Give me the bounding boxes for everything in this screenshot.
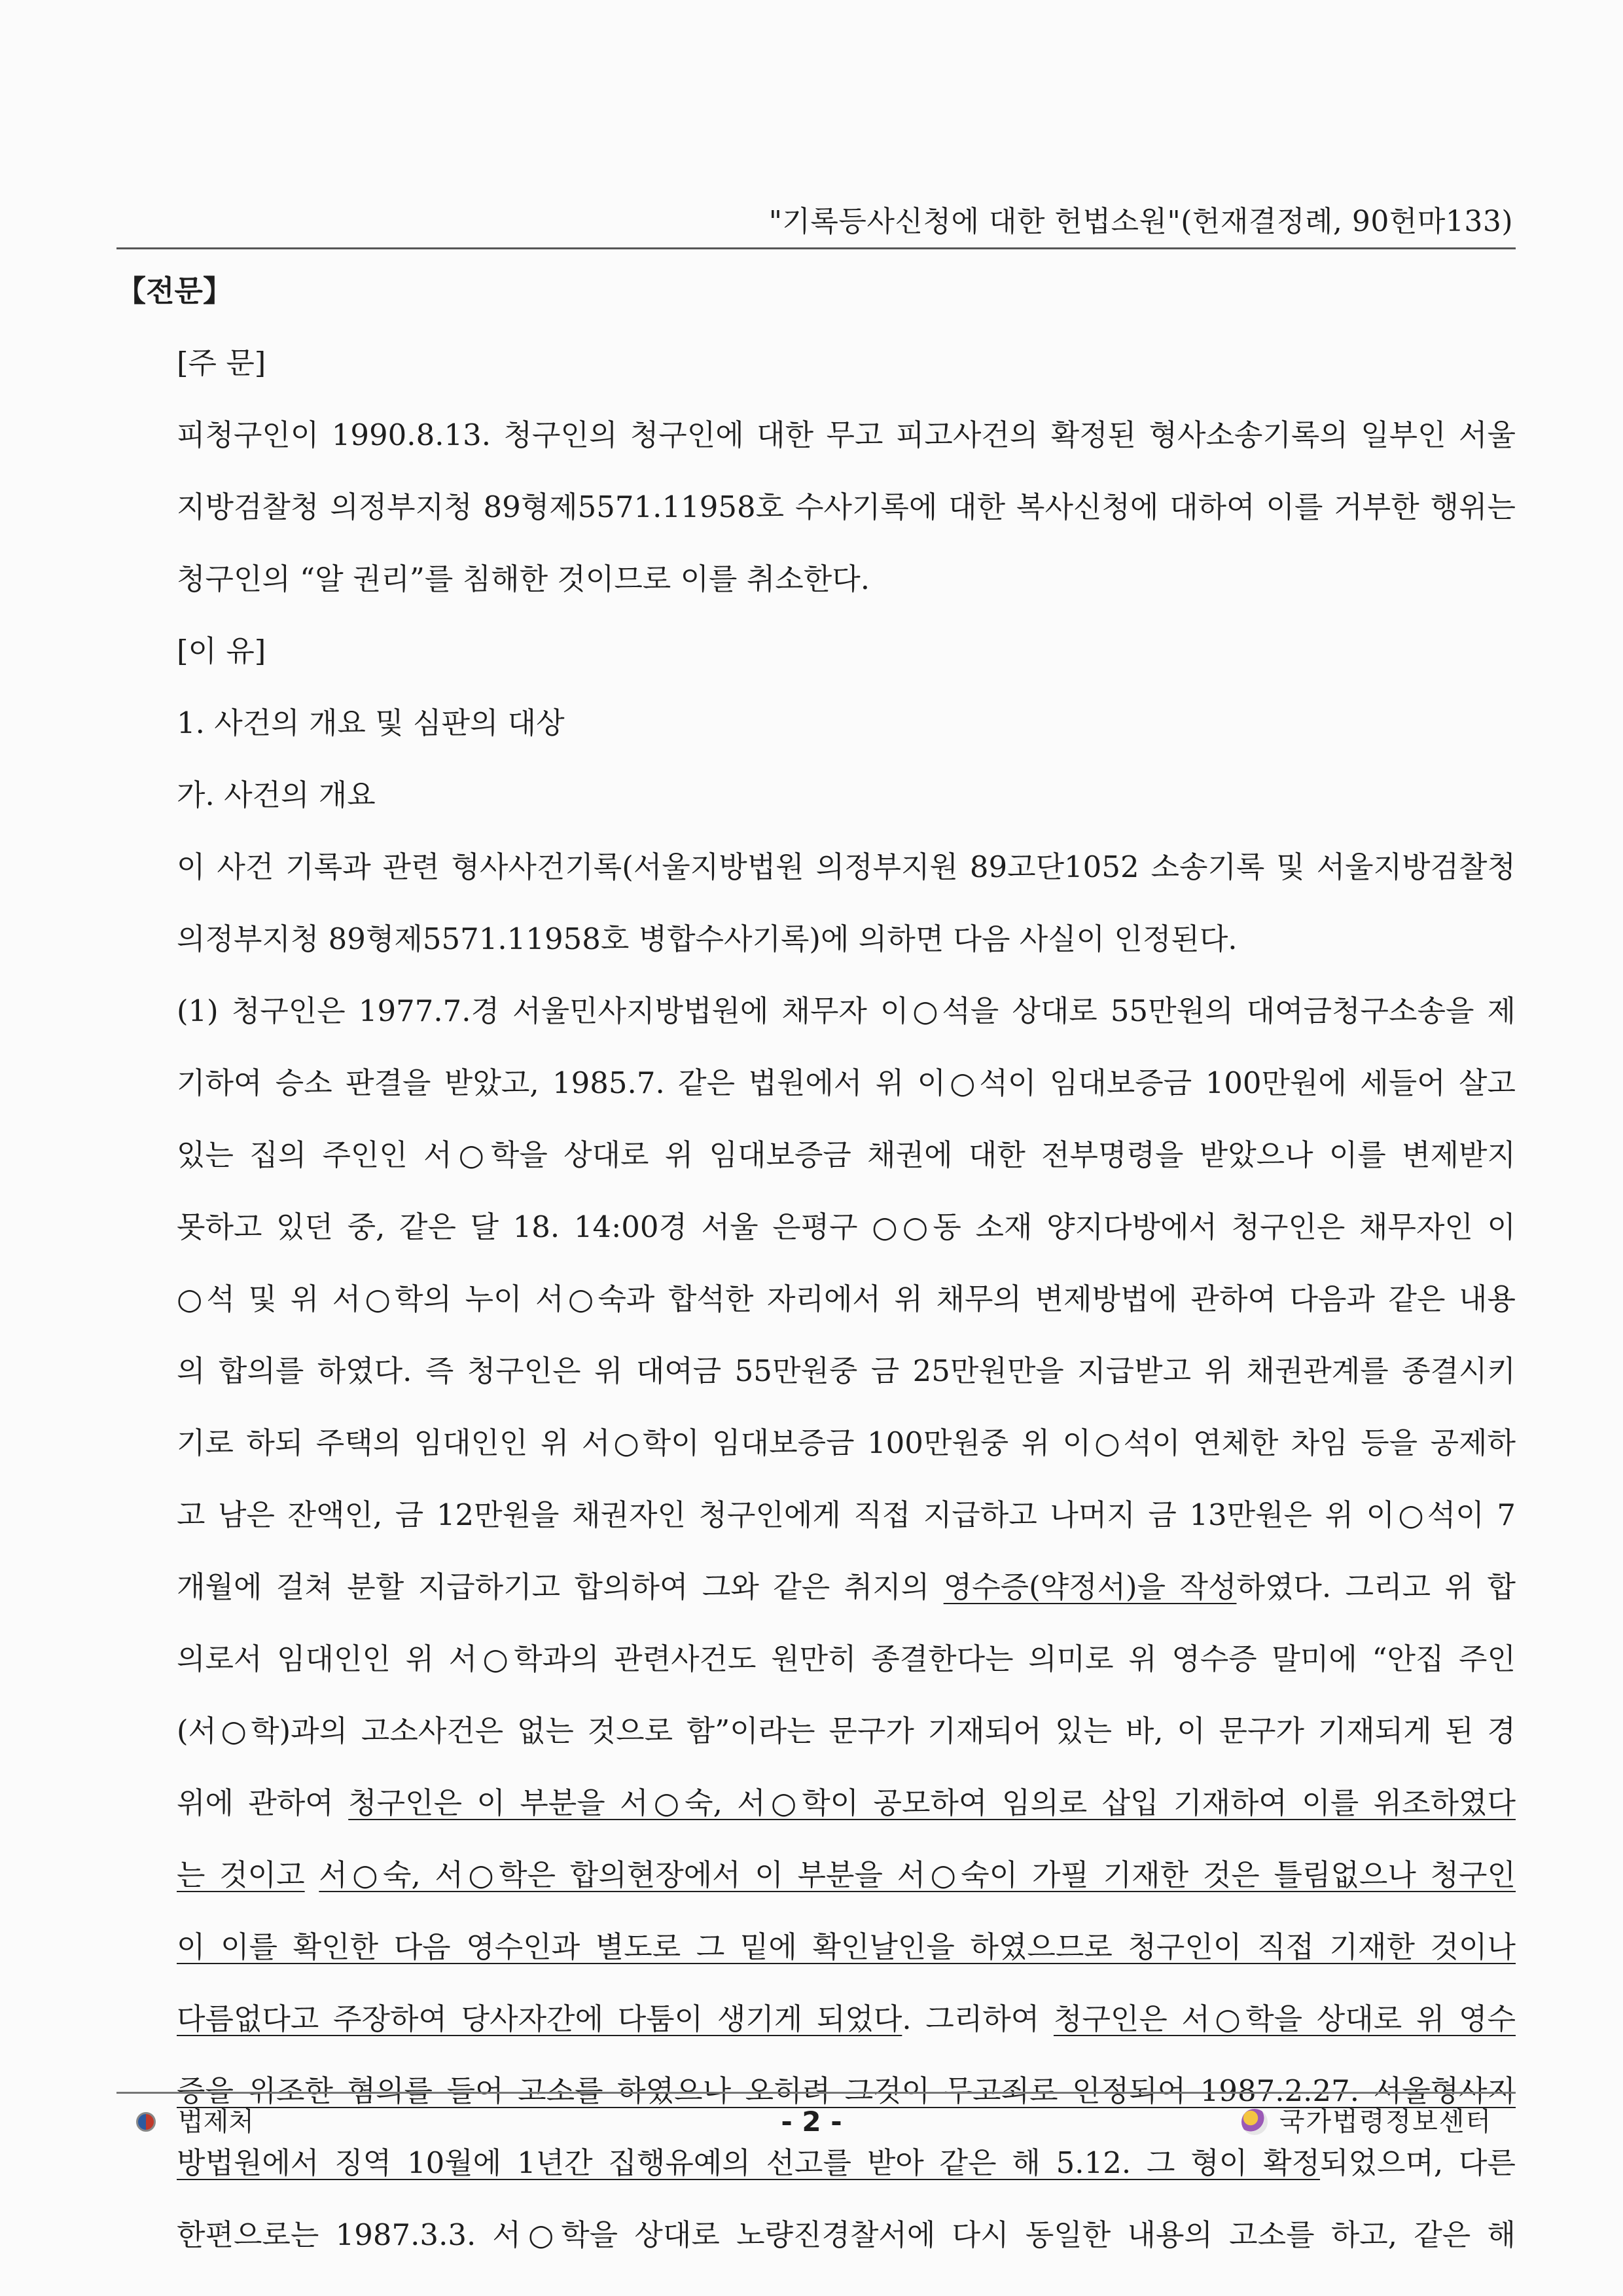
reason-subheading: 가. 사건의 개요: [177, 778, 376, 812]
order-line: 피청구인이 1990.8.13. 청구인의 청구인에 대한 무고 피고사건의 확정된 형사소송기록의 일부인 서울: [177, 418, 1516, 452]
reason-subheading: 1. 사건의 개요 및 심판의 대상: [177, 706, 565, 740]
body-line: 있는 집의 주인인 서○학을 상대로 위 임대보증금 채권에 대한 전부명령을 받았으나 이를 변제받지: [177, 1138, 1516, 1172]
body-text: 위에 관하여: [177, 1785, 349, 1820]
underlined-text: 청구인은 이 부분을 서○숙, 서○학이 공모하여 임의로 삽입 기재하여 이를 위조하였다: [348, 1785, 1516, 1820]
body-line: [177, 1839, 1516, 1911]
body-line: 못하고 있던 중, 같은 달 18. 14:00경 서울 은평구 ○○동 소재 양지다방에서 청구인은 채무자인 이: [177, 1210, 1516, 1244]
body-line-underlined: 이 이를 확인한 다음 영수인과 별도로 그 밑에 확인날인을 하였으므로 청구인이 직접 기재한 것이나: [177, 1929, 1516, 1964]
body-text: 하였다. 그리고 위 합: [1236, 1570, 1516, 1604]
body-line: (서○학)과의 고소사건은 없는 것으로 함”이라는 문구가 기재되어 있는 바, 이 문구가 기재되게 된 경: [177, 1713, 1516, 1748]
order-line: 지방검찰청 의정부지청 89형제5571.11958호 수사기록에 대한 복사신청에 대하여 이를 거부한 행위는: [177, 490, 1516, 524]
underlined-text: 영수증(약정서)을 작성: [943, 1570, 1237, 1604]
body-text: . 그리하여: [902, 2001, 1054, 2036]
underlined-text: 는 것이고: [177, 1857, 305, 1892]
body-line: [177, 1551, 1516, 1623]
intro-line: 의정부지청 89형제5571.11958호 병합수사기록)에 의하면 다음 사실이 인정된다.: [177, 922, 1238, 956]
section-label: 【전문】: [116, 274, 232, 308]
footer-center-name: 국가법령정보센터: [1279, 2107, 1492, 2137]
underlined-text: 다름없다고 주장하여 당사자간에 다툼이 생기게 되었다: [177, 2001, 902, 2036]
order-section: [177, 327, 1516, 2271]
underlined-text: 청구인은 서○학을 상대로 위 영수: [1053, 2001, 1516, 2036]
body-line: (1) 청구인은 1977.7.경 서울민사지방법원에 채무자 이○석을 상대로 55만원의 대여금청구소송을 제: [177, 994, 1516, 1028]
order-heading: [주 문]: [177, 346, 266, 380]
paragraph-1: [177, 975, 1516, 2271]
body-text: 개월에 걸쳐 분할 지급하기고 합의하여 그와 같은 취지의: [177, 1570, 944, 1604]
footer-right: [1241, 2102, 1492, 2142]
underlined-text: 방법원에서 징역 10월에 1년간 집행유예의 선고를 받아 같은 해 5.12. 그 형이 확정: [177, 2145, 1321, 2180]
body-line: 의로서 임대인인 위 서○학과의 관련사건도 원만히 종결한다는 의미로 위 영수증 말미에 “안집 주인: [177, 1641, 1516, 1676]
body-line: 한편으로는 1987.3.3. 서○학을 상대로 노량진경찰서에 다시 동일한 내용의 고소를 하고, 같은 해: [177, 2217, 1516, 2252]
header-title: "기록등사신청에 대한 헌법소원"(헌재결정례, 90헌마133): [768, 205, 1513, 238]
intro-line: 이 사건 기록과 관련 형사사건기록(서울지방법원 의정부지원 89고단1052 소송기록 및 서울지방검찰청: [177, 850, 1516, 884]
body-line-underlined: 증을 위조한 혐의를 들어 고소를 하였으나 오히려 그것이 무고죄로 인정되어 1987.2.27. 서울형사지: [177, 2073, 1516, 2108]
page-number: - 2 -: [781, 2106, 842, 2138]
law-info-center-logo-icon: [1241, 2109, 1268, 2135]
reason-heading: [이 유]: [177, 634, 266, 668]
header-rule: [116, 247, 1516, 249]
body-line: ○석 및 위 서○학의 누이 서○숙과 합석한 자리에서 위 채무의 변제방법에 관하여 다음과 같은 내용: [177, 1282, 1516, 1316]
body-line: 기하여 승소 판결을 받았고, 1985.7. 같은 법원에서 위 이○석이 임대보증금 100만원에 세들어 살고: [177, 1066, 1516, 1100]
body-text: 되었으며, 다른: [1320, 2145, 1516, 2180]
underlined-text: 서○숙, 서○학은 합의현장에서 이 부분을 서○숙이 가필 기재한 것은 틀림없으나 청구인: [319, 1857, 1516, 1892]
body-line: 기로 하되 주택의 임대인인 위 서○학이 임대보증금 100만원중 위 이○석이 연체한 차임 등을 공제하: [177, 1426, 1516, 1460]
body-line: [177, 1767, 1516, 1839]
body-line: [177, 1983, 1516, 2055]
footer-rule: [116, 2092, 1516, 2094]
footer-org: 법제처: [178, 2107, 254, 2137]
body-text: [305, 1857, 319, 1892]
body-line: 의 합의를 하였다. 즉 청구인은 위 대여금 55만원중 금 25만원만을 지급받고 위 채권관계를 종결시키: [177, 1354, 1516, 1388]
order-line: 청구인의 “알 권리”를 침해한 것이므로 이를 취소한다.: [177, 562, 870, 596]
body-line: 고 남은 잔액인, 금 12만원을 채권자인 청구인에게 직접 지급하고 나머지 금 13만원은 위 이○석이 7: [177, 1498, 1516, 1532]
